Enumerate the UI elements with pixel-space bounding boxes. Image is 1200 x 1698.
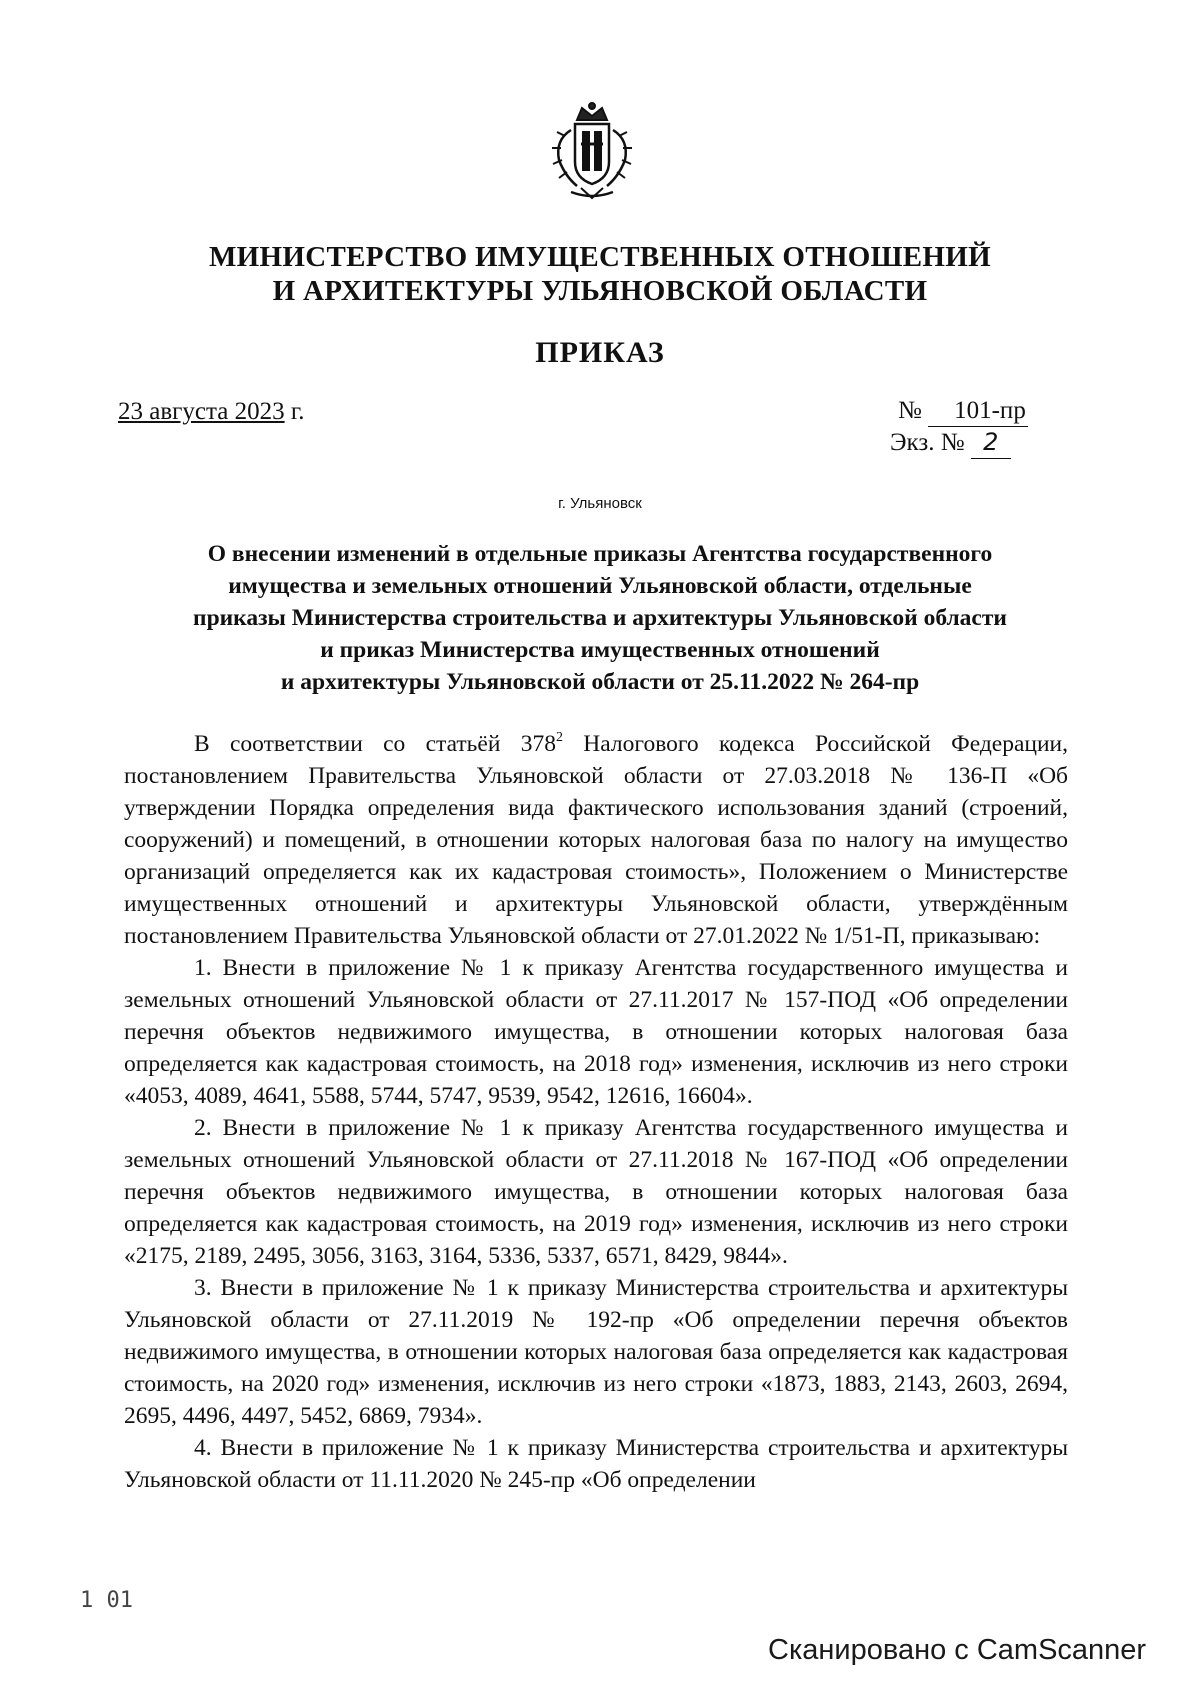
preamble-paragraph	[124, 728, 1068, 952]
order-subject	[120, 538, 1080, 698]
copy-number-row	[890, 427, 1028, 459]
order-item-1: 1. Внести в приложение № 1 к приказу Агентства государственного имущества и земельных отношений Ульяновской области от 27.11.2017 № 157-ПОД «Об определении перечня объектов недвижимого имущества, в отношении которых налоговая база определяется как кадастровая стоимость, на 2018 год» изменения, исключив из него строки «4053, 4089, 4641, 5588, 5744, 5747, 9539, 9542, 12616, 16604».	[124, 955, 1068, 1109]
document-type-title: ПРИКАЗ	[535, 336, 665, 369]
article-superscript: 2	[555, 730, 563, 745]
ministry-name	[150, 240, 1050, 308]
camscanner-watermark: Сканировано с CamScanner	[768, 1634, 1147, 1666]
subject-line: и архитектуры Ульяновской области от 25.11.2022 № 264-пр	[280, 669, 920, 695]
coat-of-arms-icon	[537, 100, 647, 210]
order-number-block	[890, 395, 1028, 459]
ministry-name-line2: И АРХИТЕКТУРЫ УЛЬЯНОВСКОЙ ОБЛАСТИ	[272, 275, 928, 307]
subject-line: и приказ Министерства имущественных отношений	[320, 637, 880, 663]
order-date-value: 23 августа 2023	[118, 398, 285, 425]
copy-number-label: Экз. №	[890, 429, 965, 456]
order-date	[118, 398, 305, 426]
order-item-2: 2. Внести в приложение № 1 к приказу Агентства государственного имущества и земельных отношений Ульяновской области от 27.11.2018 № 167-ПОД «Об определении перечня объектов недвижимого имущества, в отношении которых налоговая база определяется как кадастровая стоимость, на 2019 год» изменения, исключив из него строки «2175, 2189, 2495, 3056, 3163, 3164, 5336, 5337, 6571, 8429, 9844».	[124, 1115, 1068, 1269]
order-body	[124, 728, 1068, 1496]
preamble-text-start: В соответствии со статьёй 378	[194, 731, 556, 757]
order-item-3: 3. Внести в приложение № 1 к приказу Министерства строительства и архитектуры Ульяновской области от 27.11.2019 № 192-пр «Об определении перечня объектов недвижимого имущества, в отношении которых налоговая база определяется как кадастровая стоимость, на 2020 год» изменения, исключив из него строки «1873, 1883, 2143, 2603, 2694, 2695, 4496, 4497, 5452, 6869, 7934».	[124, 1275, 1068, 1429]
order-number-value: 101-пр	[928, 395, 1028, 427]
page-mark: 1 01	[80, 1588, 133, 1613]
order-number-label: №	[898, 397, 922, 424]
order-item-4: 4. Внести в приложение № 1 к приказу Министерства строительства и архитектуры Ульяновской области от 11.11.2020 № 245-пр «Об определении	[124, 1435, 1068, 1493]
copy-number-value: 2	[971, 427, 1011, 459]
subject-line: имущества и земельных отношений Ульяновской области, отдельные	[228, 573, 972, 599]
order-date-suffix: г.	[284, 398, 305, 425]
order-number-row	[898, 395, 1028, 427]
issue-city: г. Ульяновск	[558, 495, 642, 512]
subject-line: приказы Министерства строительства и архитектуры Ульяновской области	[193, 605, 1007, 631]
ministry-name-line1: МИНИСТЕРСТВО ИМУЩЕСТВЕННЫХ ОТНОШЕНИЙ	[208, 241, 991, 273]
subject-line: О внесении изменений в отдельные приказы Агентства государственного	[207, 541, 993, 567]
preamble-text-rest: Налогового кодекса Российской Федерации, постановлением Правительства Ульяновской области от 27.03.2018 № 136-П «Об утверждении Порядка определения вида фактического использования зданий (строений, сооружений) и помещений, в отношении которых налоговая база по налогу на имущество организаций определяется как их кадастровая стоимость», Положением о Министерстве имущественных отношений и архитектуры Ульяновской области, утверждённым постановлением Правительства Ульяновской области от 27.01.2022 № 1/51-П, приказываю:	[124, 731, 1068, 949]
